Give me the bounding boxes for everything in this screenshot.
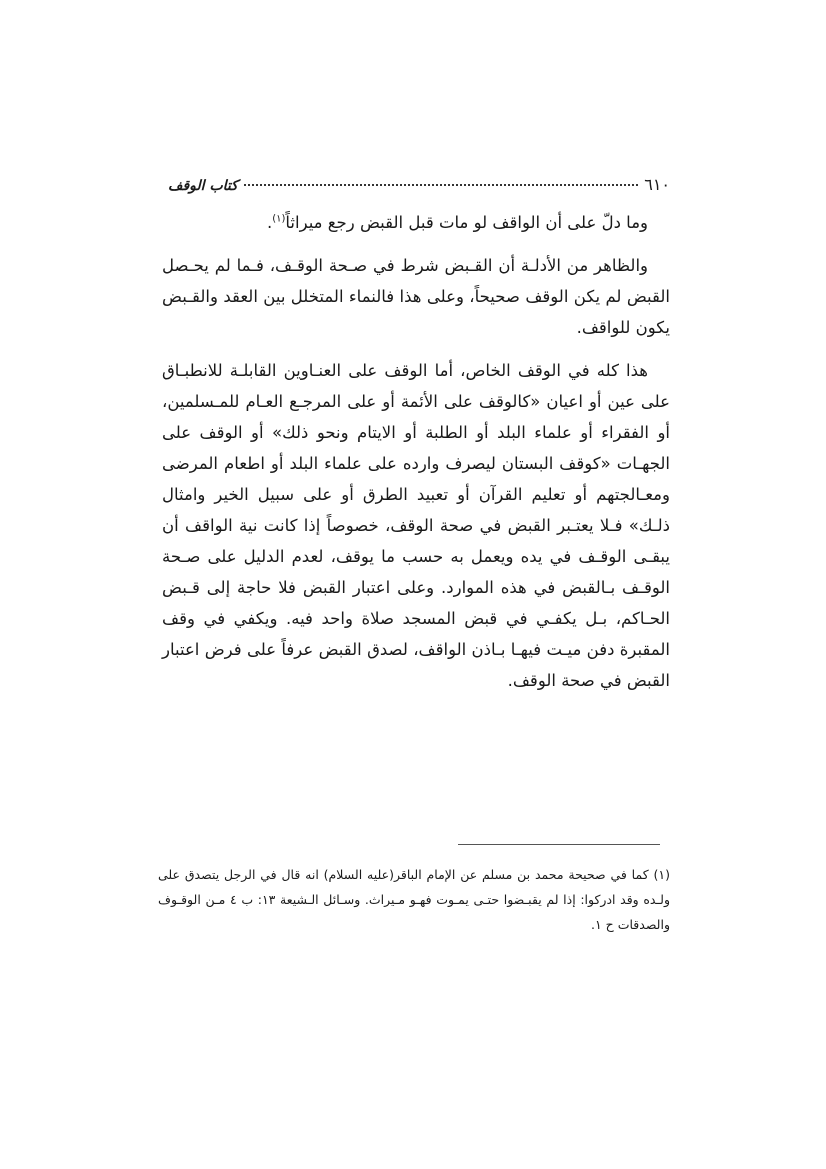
book-title: كتاب الوقف xyxy=(168,178,238,194)
paragraph-text: والظاهر من الأدلـة أن القـبض شرط في صـحة الوقـف، فـما لم يحـصل القبض لم يكن الوقف صحيحاً، وعلى هذا فالنماء المتخلل بين العقد والقـبض يكون للواقف. xyxy=(162,256,670,337)
footnotes xyxy=(158,862,670,937)
footnote-separator xyxy=(458,844,660,845)
paragraph-text: وما دلّ على أن الواقف لو مات قبل القبض رجع ميراثاً xyxy=(285,213,648,232)
running-header xyxy=(168,175,670,199)
header-leader-dots xyxy=(244,184,638,186)
main-text xyxy=(162,207,670,708)
paragraph-1 xyxy=(162,207,670,238)
paragraph-2 xyxy=(162,250,670,343)
paragraph-3 xyxy=(162,355,670,696)
footnote-reference[interactable]: (١) xyxy=(272,213,286,225)
footnote-1: (١) كما في صحيحة محمد بن مسلم عن الإمام الباقر(عليه السلام) انه قال في الرجل يتصدق على ولـده وقد ادركوا: إذا لم يقبـضوا حتـى يمـوت فهـو مـيراث. وسـائل الـشيعة ١٣: ب ٤ مـن الوقـوف والصدقات ح ١. xyxy=(158,867,670,932)
paragraph-text: هذا كله في الوقف الخاص، أما الوقف على العنـاوين القابلـة للانطبـاق على عين أو اعيان «كالوقف على الأئمة أو على المرجـع العـام للمـسلمين، أو الفقراء أو علماء البلد أو الطلبة أو الايتام ونحو ذلك» أو الوقف على الجهـات «كوقف البستان ليصرف وارده على علماء البلد أو اطعام المرضى ومعـالجتهم أو تعليم القرآن أو تعبيد الطرق أو على سبيل الخير وامثال ذلـك» فـلا يعتـبر القبض في صحة الوقف، خصوصاً إذا كانت نية الواقف أن يبقـى الوقـف في يده ويعمل به حسب ما يوقف، لعدم الدليل على صـحة الوقـف بـالقبض في هذه الموارد. وعلى اعتبار القبض فلا حاجة إلى قـبض الحـاكم، بـل يكفـي في قبض المسجد صلاة واحد فيه. ويكفي في وقف المقبرة دفن ميـت فيهـا بـاذن الواقف، لصدق القبض عرفاً على فرض اعتبار القبض في صحة الوقف. xyxy=(162,361,670,690)
page-number: ٦١٠ xyxy=(644,175,670,194)
paragraph-tail: . xyxy=(266,213,273,232)
